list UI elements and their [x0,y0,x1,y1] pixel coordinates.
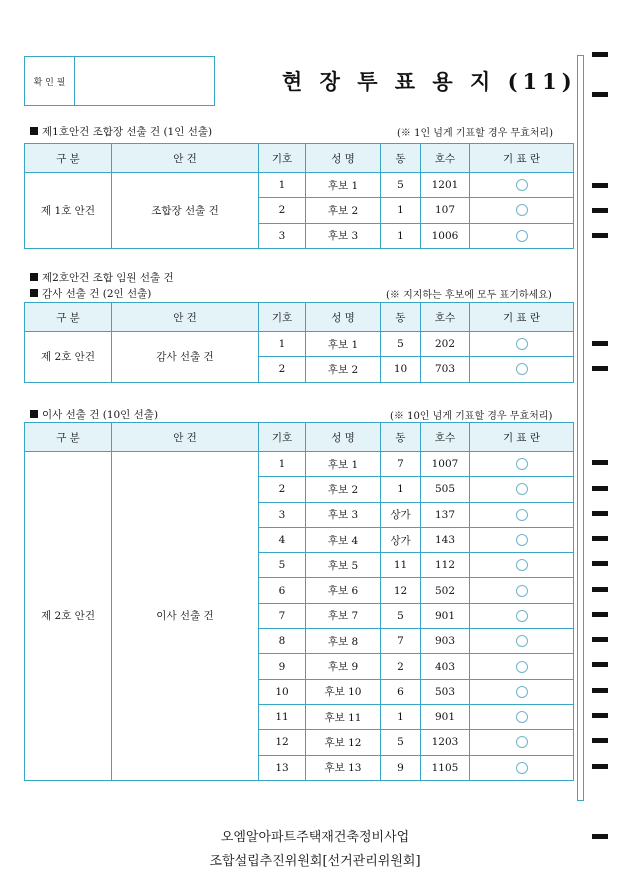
name-cell: 후보 13 [306,755,381,780]
dong-cell: 7 [381,629,421,654]
ballot-circle-icon[interactable] [516,483,528,495]
footer-line1: 오엠알아파트주택재건축정비사업 [220,830,410,845]
col-hosu: 호수 [421,144,470,173]
col-agenda: 안 건 [112,144,259,173]
dong-cell: 10 [381,357,421,382]
ballot-cell[interactable] [470,679,574,704]
timing-mark [592,208,608,213]
timing-mark [592,764,608,769]
ballot-cell[interactable] [470,198,574,223]
ballot-circle-icon[interactable] [516,458,528,470]
giho-cell: 5 [259,553,306,578]
name-cell: 후보 3 [306,223,381,248]
col-dong: 동 [381,423,421,452]
stamp-area[interactable] [75,57,214,105]
dong-cell: 2 [381,654,421,679]
col-ballot: 기 표 란 [470,303,574,332]
table-header-row [25,144,574,173]
col-agenda: 안 건 [112,303,259,332]
giho-cell: 6 [259,578,306,603]
dong-cell: 11 [381,553,421,578]
col-ballot: 기 표 란 [470,423,574,452]
table-row [25,452,574,477]
col-gubun: 구 분 [25,144,112,173]
timing-mark [592,561,608,566]
timing-mark [592,587,608,592]
section3-heading: 이사 선출 건 (10인 선출) [30,407,158,422]
hosu-cell: 503 [421,679,470,704]
ballot-cell[interactable] [470,553,574,578]
hosu-cell: 1203 [421,730,470,755]
ballot-cell[interactable] [470,332,574,357]
col-gubun: 구 분 [25,423,112,452]
col-giho: 기호 [259,303,306,332]
ballot-circle-icon[interactable] [516,736,528,748]
name-cell: 후보 11 [306,704,381,729]
dong-cell: 1 [381,198,421,223]
dong-cell: 1 [381,477,421,502]
confirmation-stamp-box [24,56,215,106]
ballot-circle-icon[interactable] [516,363,528,375]
timing-mark [592,738,608,743]
ballot-circle-icon[interactable] [516,686,528,698]
table-header-row [25,423,574,452]
dong-cell: 5 [381,332,421,357]
giho-cell: 9 [259,654,306,679]
giho-cell: 2 [259,477,306,502]
ballot-cell[interactable] [470,730,574,755]
ballot-circle-icon[interactable] [516,534,528,546]
timing-mark [592,637,608,642]
hosu-cell: 1201 [421,173,470,198]
giho-cell: 3 [259,223,306,248]
name-cell: 후보 8 [306,629,381,654]
giho-cell: 4 [259,527,306,552]
footer-line2: 조합설립추진위원회[선거관리위원회] [209,854,421,869]
dong-cell: 1 [381,223,421,248]
ballot-circle-icon[interactable] [516,509,528,521]
hosu-cell: 901 [421,704,470,729]
giho-cell: 2 [259,198,306,223]
hosu-cell: 403 [421,654,470,679]
col-dong: 동 [381,144,421,173]
ballot-cell[interactable] [470,357,574,382]
giho-cell: 7 [259,603,306,628]
ballot-circle-icon[interactable] [516,559,528,571]
hosu-cell: 903 [421,629,470,654]
dong-cell: 5 [381,730,421,755]
ballot-cell[interactable] [470,173,574,198]
table-row [25,332,574,357]
name-cell: 후보 3 [306,502,381,527]
timing-mark [592,52,608,57]
timing-mark [592,713,608,718]
name-cell: 후보 5 [306,553,381,578]
name-cell: 후보 10 [306,679,381,704]
ballot-cell[interactable] [470,477,574,502]
giho-cell: 1 [259,452,306,477]
hosu-cell: 143 [421,527,470,552]
hosu-cell: 1105 [421,755,470,780]
right-border-bar [577,55,584,801]
timing-mark [592,486,608,491]
col-ballot: 기 표 란 [470,144,574,173]
gubun-cell: 제 2호 안건 [25,332,112,383]
timing-mark [592,460,608,465]
giho-cell: 11 [259,704,306,729]
ballot-circle-icon[interactable] [516,230,528,242]
ballot-cell[interactable] [470,603,574,628]
col-agenda: 안 건 [112,423,259,452]
hosu-cell: 703 [421,357,470,382]
hosu-cell: 137 [421,502,470,527]
table-header-row [25,303,574,332]
section1-note: (※ 1인 넘게 기표할 경우 무효처리) [397,128,553,139]
hosu-cell: 1007 [421,452,470,477]
giho-cell: 13 [259,755,306,780]
ballot-circle-icon[interactable] [516,179,528,191]
name-cell: 후보 1 [306,332,381,357]
col-dong: 동 [381,303,421,332]
ballot-circle-icon[interactable] [516,635,528,647]
hosu-cell: 505 [421,477,470,502]
name-cell: 후보 6 [306,578,381,603]
timing-mark [592,662,608,667]
name-cell: 후보 7 [306,603,381,628]
ballot-cell[interactable] [470,755,574,780]
hosu-cell: 112 [421,553,470,578]
name-cell: 후보 2 [306,198,381,223]
table-row [25,173,574,198]
agenda-cell: 감사 선출 건 [112,332,259,383]
agenda-cell: 조합장 선출 건 [112,173,259,249]
name-cell: 후보 12 [306,730,381,755]
giho-cell: 8 [259,629,306,654]
hosu-cell: 1006 [421,223,470,248]
gubun-cell: 제 1호 안건 [25,173,112,249]
gubun-cell: 제 2호 안건 [25,452,112,781]
section1-table [24,143,574,249]
timing-mark [592,92,608,97]
name-cell: 후보 2 [306,357,381,382]
ballot-cell[interactable] [470,704,574,729]
dong-cell: 9 [381,755,421,780]
dong-cell: 상가 [381,527,421,552]
ballot-circle-icon[interactable] [516,338,528,350]
name-cell: 후보 4 [306,527,381,552]
timing-mark [592,233,608,238]
agenda-cell: 이사 선출 건 [112,452,259,781]
timing-mark [592,511,608,516]
ballot-circle-icon[interactable] [516,661,528,673]
name-cell: 후보 1 [306,452,381,477]
giho-cell: 2 [259,357,306,382]
ballot-circle-icon[interactable] [516,762,528,774]
ballot-title: 현 장 투 표 용 지 (11) [282,69,577,94]
dong-cell: 1 [381,704,421,729]
hosu-cell: 202 [421,332,470,357]
giho-cell: 1 [259,332,306,357]
ballot-cell[interactable] [470,578,574,603]
name-cell: 후보 2 [306,477,381,502]
hosu-cell: 107 [421,198,470,223]
ballot-cell[interactable] [470,629,574,654]
ballot-cell[interactable] [470,223,574,248]
dong-cell: 5 [381,603,421,628]
timing-mark [592,341,608,346]
ballot-cell[interactable] [470,452,574,477]
name-cell: 후보 1 [306,173,381,198]
col-giho: 기호 [259,423,306,452]
ballot-cell[interactable] [470,502,574,527]
stamp-label: 확 인 필 [25,57,75,105]
col-gubun: 구 분 [25,303,112,332]
section1-heading: 제1호안건 조합장 선출 건 (1인 선출) [30,124,212,139]
dong-cell: 6 [381,679,421,704]
timing-mark [592,688,608,693]
section2-main-heading: 제2호안건 조합 임원 선출 건 [30,270,174,285]
col-giho: 기호 [259,144,306,173]
col-hosu: 호수 [421,303,470,332]
ballot-circle-icon[interactable] [516,610,528,622]
col-name: 성 명 [306,423,381,452]
col-name: 성 명 [306,303,381,332]
col-hosu: 호수 [421,423,470,452]
ballot-cell[interactable] [470,654,574,679]
name-cell: 후보 9 [306,654,381,679]
section3-note: (※ 10인 넘게 기표할 경우 무효처리) [390,411,553,422]
section2-note: (※ 지지하는 후보에 모두 표기하세요) [386,290,552,301]
ballot-circle-icon[interactable] [516,204,528,216]
dong-cell: 7 [381,452,421,477]
col-name: 성 명 [306,144,381,173]
section2-heading: 감사 선출 건 (2인 선출) [30,286,151,301]
dong-cell: 5 [381,173,421,198]
timing-mark [592,612,608,617]
ballot-circle-icon[interactable] [516,711,528,723]
timing-mark [592,536,608,541]
giho-cell: 12 [259,730,306,755]
ballot-circle-icon[interactable] [516,585,528,597]
timing-mark [592,183,608,188]
giho-cell: 10 [259,679,306,704]
dong-cell: 상가 [381,502,421,527]
section3-table [24,422,574,781]
hosu-cell: 901 [421,603,470,628]
ballot-cell[interactable] [470,527,574,552]
giho-cell: 3 [259,502,306,527]
section2-table [24,302,574,383]
timing-mark [592,366,608,371]
giho-cell: 1 [259,173,306,198]
hosu-cell: 502 [421,578,470,603]
dong-cell: 12 [381,578,421,603]
